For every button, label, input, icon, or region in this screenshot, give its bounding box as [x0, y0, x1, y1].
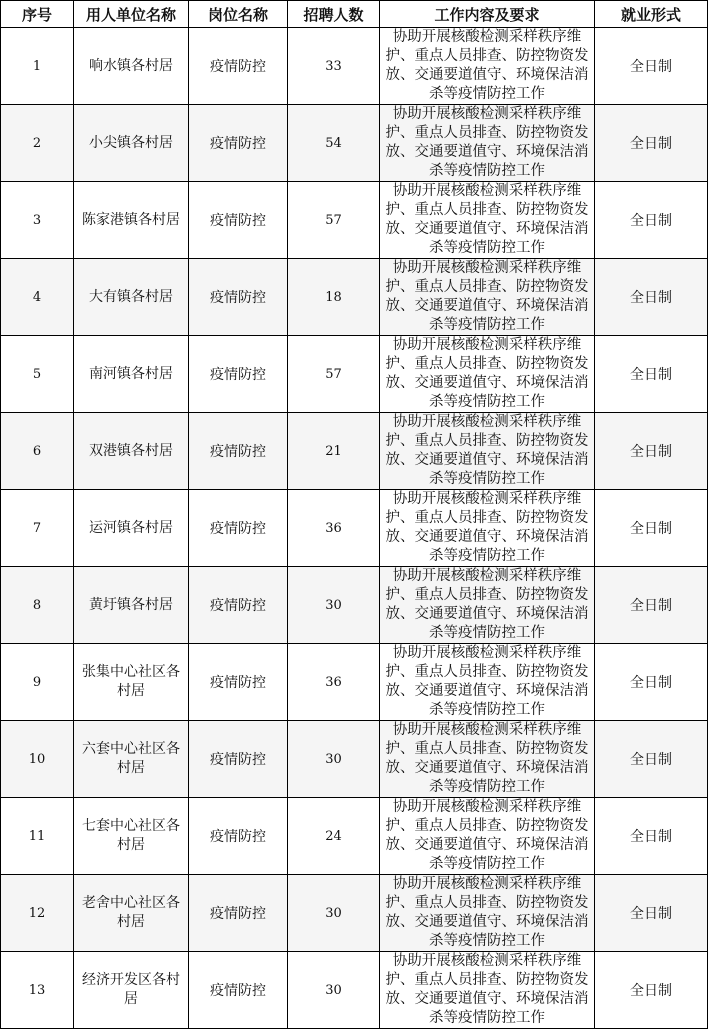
- table-row: [1, 259, 708, 336]
- cell-org: 七套中心社区各村居: [74, 798, 189, 875]
- cell-post: 疫情防控: [189, 567, 288, 644]
- cell-no: 9: [1, 644, 74, 721]
- table-row: [1, 875, 708, 952]
- header-cell-count: 招聘人数: [288, 1, 380, 28]
- cell-form: 全日制: [595, 182, 708, 259]
- cell-org: 六套中心社区各村居: [74, 721, 189, 798]
- header-cell-no: 序号: [1, 1, 74, 28]
- table-row: [1, 490, 708, 567]
- table-body: [1, 28, 708, 1029]
- cell-no: 11: [1, 798, 74, 875]
- cell-no: 8: [1, 567, 74, 644]
- cell-desc: 协助开展核酸检测采样秩序维护、重点人员排查、防控物资发放、交通要道值守、环境保洁消杀等疫情防控工作: [380, 259, 595, 336]
- table-row: [1, 413, 708, 490]
- cell-form: 全日制: [595, 413, 708, 490]
- cell-desc: 协助开展核酸检测采样秩序维护、重点人员排查、防控物资发放、交通要道值守、环境保洁消杀等疫情防控工作: [380, 182, 595, 259]
- cell-count: 18: [288, 259, 380, 336]
- cell-desc: 协助开展核酸检测采样秩序维护、重点人员排查、防控物资发放、交通要道值守、环境保洁消杀等疫情防控工作: [380, 28, 595, 105]
- cell-desc: 协助开展核酸检测采样秩序维护、重点人员排查、防控物资发放、交通要道值守、环境保洁消杀等疫情防控工作: [380, 105, 595, 182]
- cell-org: 运河镇各村居: [74, 490, 189, 567]
- cell-org: 南河镇各村居: [74, 336, 189, 413]
- table-row: [1, 28, 708, 105]
- cell-post: 疫情防控: [189, 952, 288, 1029]
- cell-org: 经济开发区各村居: [74, 952, 189, 1029]
- table-row: [1, 644, 708, 721]
- cell-post: 疫情防控: [189, 413, 288, 490]
- cell-post: 疫情防控: [189, 182, 288, 259]
- cell-count: 54: [288, 105, 380, 182]
- cell-count: 30: [288, 567, 380, 644]
- cell-count: 36: [288, 490, 380, 567]
- cell-desc: 协助开展核酸检测采样秩序维护、重点人员排查、防控物资发放、交通要道值守、环境保洁消杀等疫情防控工作: [380, 875, 595, 952]
- cell-form: 全日制: [595, 721, 708, 798]
- cell-org: 陈家港镇各村居: [74, 182, 189, 259]
- cell-no: 7: [1, 490, 74, 567]
- cell-desc: 协助开展核酸检测采样秩序维护、重点人员排查、防控物资发放、交通要道值守、环境保洁消杀等疫情防控工作: [380, 567, 595, 644]
- cell-count: 30: [288, 952, 380, 1029]
- table-row: [1, 952, 708, 1029]
- cell-desc: 协助开展核酸检测采样秩序维护、重点人员排查、防控物资发放、交通要道值守、环境保洁消杀等疫情防控工作: [380, 413, 595, 490]
- cell-post: 疫情防控: [189, 798, 288, 875]
- cell-form: 全日制: [595, 28, 708, 105]
- cell-no: 3: [1, 182, 74, 259]
- cell-post: 疫情防控: [189, 336, 288, 413]
- table-row: [1, 721, 708, 798]
- cell-form: 全日制: [595, 567, 708, 644]
- cell-count: 33: [288, 28, 380, 105]
- cell-form: 全日制: [595, 644, 708, 721]
- table-row: [1, 336, 708, 413]
- cell-no: 2: [1, 105, 74, 182]
- cell-desc: 协助开展核酸检测采样秩序维护、重点人员排查、防控物资发放、交通要道值守、环境保洁消杀等疫情防控工作: [380, 952, 595, 1029]
- cell-form: 全日制: [595, 336, 708, 413]
- cell-desc: 协助开展核酸检测采样秩序维护、重点人员排查、防控物资发放、交通要道值守、环境保洁消杀等疫情防控工作: [380, 336, 595, 413]
- cell-post: 疫情防控: [189, 105, 288, 182]
- header-cell-desc: 工作内容及要求: [380, 1, 595, 28]
- cell-no: 6: [1, 413, 74, 490]
- header-cell-post: 岗位名称: [189, 1, 288, 28]
- cell-no: 5: [1, 336, 74, 413]
- cell-count: 36: [288, 644, 380, 721]
- cell-org: 大有镇各村居: [74, 259, 189, 336]
- table-row: [1, 567, 708, 644]
- cell-form: 全日制: [595, 105, 708, 182]
- cell-count: 21: [288, 413, 380, 490]
- cell-count: 30: [288, 721, 380, 798]
- table-row: [1, 798, 708, 875]
- cell-post: 疫情防控: [189, 644, 288, 721]
- cell-desc: 协助开展核酸检测采样秩序维护、重点人员排查、防控物资发放、交通要道值守、环境保洁消杀等疫情防控工作: [380, 490, 595, 567]
- cell-post: 疫情防控: [189, 490, 288, 567]
- cell-no: 10: [1, 721, 74, 798]
- cell-desc: 协助开展核酸检测采样秩序维护、重点人员排查、防控物资发放、交通要道值守、环境保洁消杀等疫情防控工作: [380, 798, 595, 875]
- cell-no: 12: [1, 875, 74, 952]
- cell-desc: 协助开展核酸检测采样秩序维护、重点人员排查、防控物资发放、交通要道值守、环境保洁消杀等疫情防控工作: [380, 644, 595, 721]
- cell-count: 24: [288, 798, 380, 875]
- table-row: [1, 182, 708, 259]
- cell-form: 全日制: [595, 798, 708, 875]
- cell-org: 老舍中心社区各村居: [74, 875, 189, 952]
- cell-count: 57: [288, 182, 380, 259]
- cell-post: 疫情防控: [189, 875, 288, 952]
- cell-count: 30: [288, 875, 380, 952]
- cell-no: 1: [1, 28, 74, 105]
- cell-org: 黄圩镇各村居: [74, 567, 189, 644]
- cell-org: 双港镇各村居: [74, 413, 189, 490]
- cell-desc: 协助开展核酸检测采样秩序维护、重点人员排查、防控物资发放、交通要道值守、环境保洁消杀等疫情防控工作: [380, 721, 595, 798]
- header-row: [1, 1, 708, 28]
- cell-form: 全日制: [595, 875, 708, 952]
- table-row: [1, 105, 708, 182]
- header-cell-form: 就业形式: [595, 1, 708, 28]
- header-cell-org: 用人单位名称: [74, 1, 189, 28]
- cell-form: 全日制: [595, 952, 708, 1029]
- cell-post: 疫情防控: [189, 721, 288, 798]
- cell-no: 13: [1, 952, 74, 1029]
- cell-no: 4: [1, 259, 74, 336]
- cell-form: 全日制: [595, 259, 708, 336]
- cell-org: 张集中心社区各村居: [74, 644, 189, 721]
- cell-org: 小尖镇各村居: [74, 105, 189, 182]
- cell-post: 疫情防控: [189, 28, 288, 105]
- cell-form: 全日制: [595, 490, 708, 567]
- cell-count: 57: [288, 336, 380, 413]
- cell-post: 疫情防控: [189, 259, 288, 336]
- cell-org: 响水镇各村居: [74, 28, 189, 105]
